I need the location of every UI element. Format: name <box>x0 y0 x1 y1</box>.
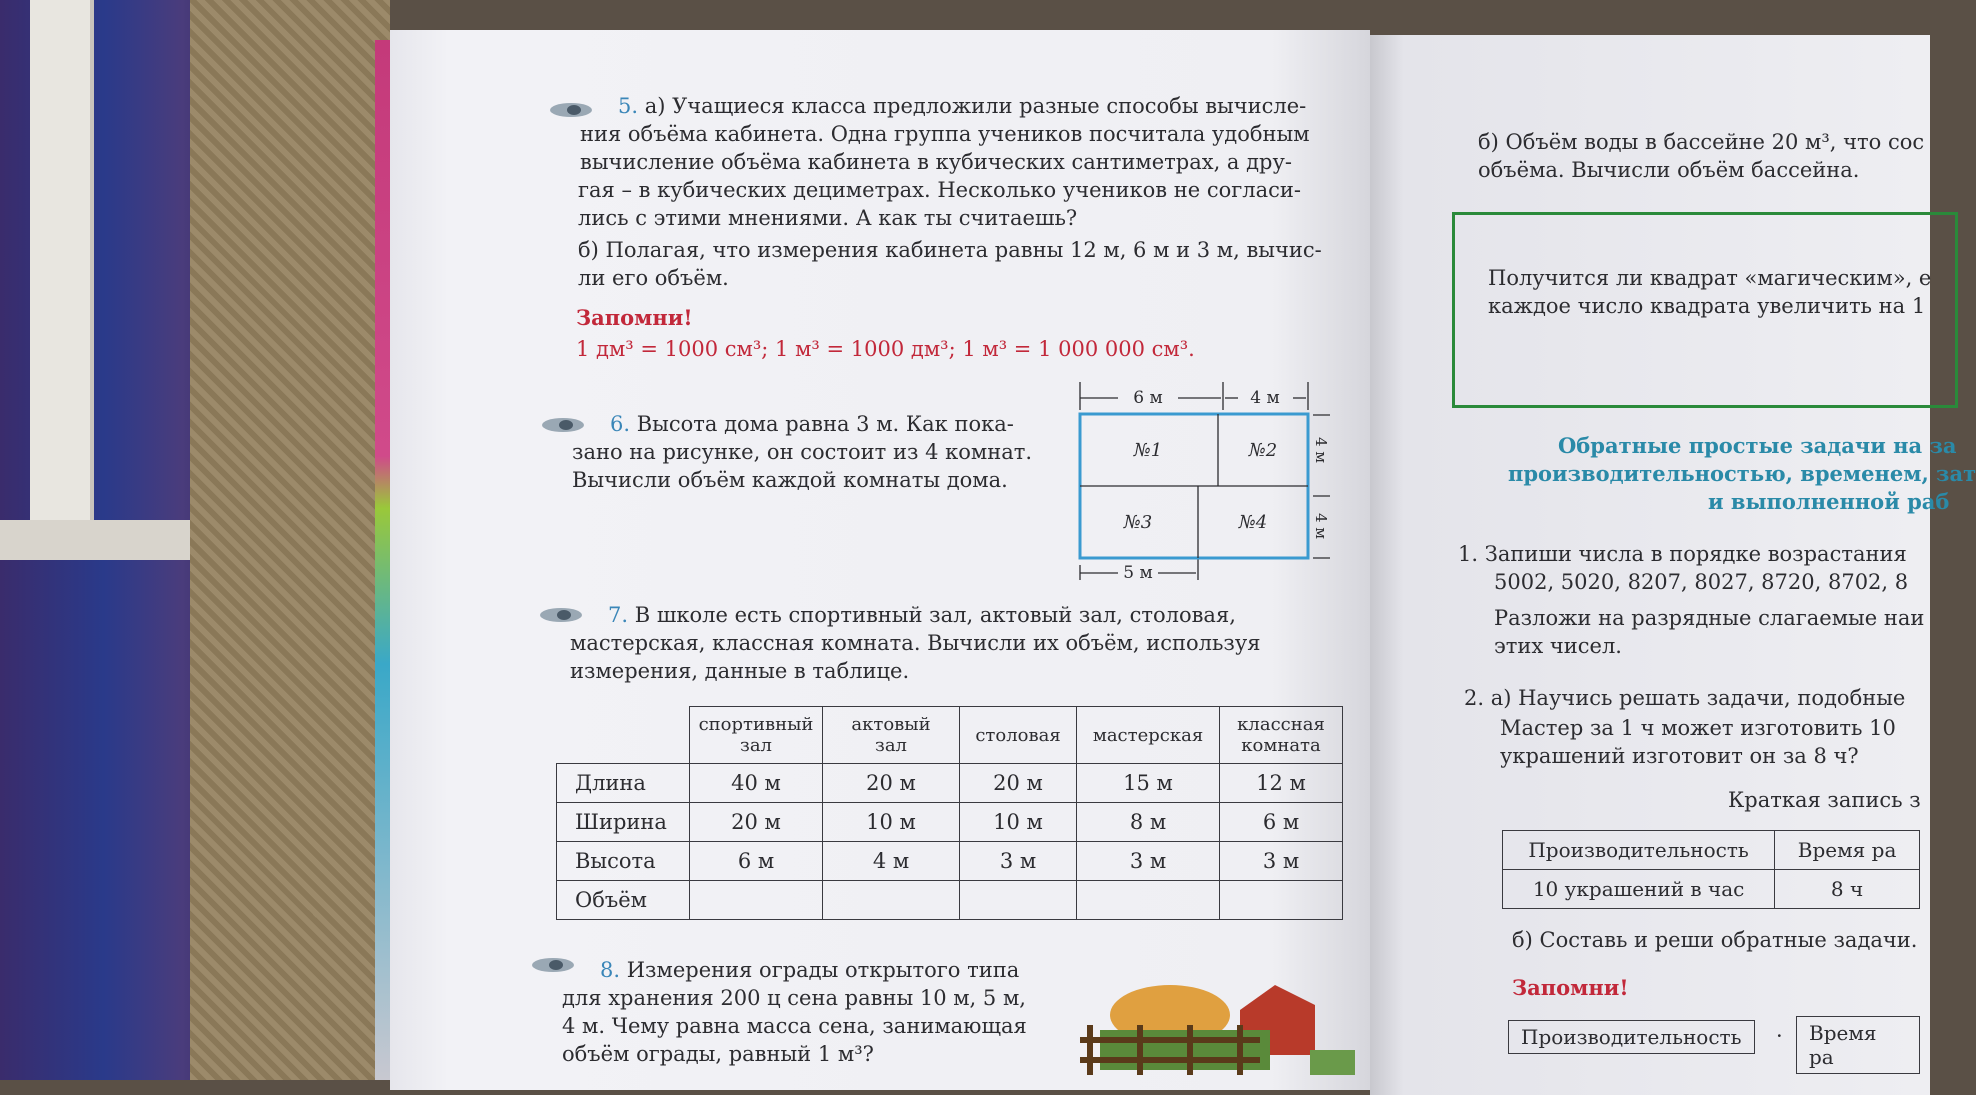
task6-line-1: 6. Высота дома равна 3 м. Как пока- <box>610 412 1014 436</box>
table-header-row <box>557 707 1343 764</box>
table-cell: 10 м <box>823 803 960 842</box>
formula-right-box: Время ра <box>1796 1016 1920 1074</box>
table-row <box>557 842 1343 881</box>
productivity-table <box>1502 830 1920 909</box>
room-1-label: №1 <box>1133 440 1163 461</box>
table-cell: 6 м <box>690 842 823 881</box>
right-task1-line-3: Разложи на разрядные слагаемые наи <box>1494 606 1925 630</box>
table-col-header: мастерская <box>1077 707 1220 764</box>
row-label: Ширина <box>557 803 690 842</box>
right-task-b-line-1: б) Объём воды в бассейне 20 м³, что сос <box>1478 130 1925 154</box>
table-row <box>557 881 1343 920</box>
table-cell <box>960 881 1077 920</box>
table-cell: 12 м <box>1220 764 1343 803</box>
table-cell <box>1220 881 1343 920</box>
task5-line-3: вычисление объёма кабинета в кубических сантиметрах, а дру- <box>580 150 1292 174</box>
table-cell: 20 м <box>823 764 960 803</box>
task7-number: 7. <box>608 603 629 627</box>
task5-line-2: ния объёма кабинета. Одна группа учеников посчитала удобным <box>580 122 1310 146</box>
task5-line-7: ли его объём. <box>578 266 729 290</box>
plan-dim-top-left: 6 м <box>1133 388 1163 408</box>
table-col-header: классная комната <box>1220 707 1343 764</box>
row-label: Длина <box>557 764 690 803</box>
table-cell <box>690 881 823 920</box>
right-task1-line-4: этих чисел. <box>1494 634 1622 658</box>
table-cell <box>823 881 960 920</box>
room-4-label: №4 <box>1238 512 1268 533</box>
right-task2-line-1: 2. а) Научись решать задачи, подобные <box>1464 686 1906 710</box>
task5-remember-text: 1 дм³ = 1000 см³; 1 м³ = 1000 дм³; 1 м³ = 1 000 000 см³. <box>576 337 1195 361</box>
table-cell: 3 м <box>1077 842 1220 881</box>
right-task2-line-3: украшений изготовит он за 8 ч? <box>1500 744 1859 768</box>
table-cell: 20 м <box>690 803 823 842</box>
background-couch <box>190 0 390 1080</box>
table-cell: 3 м <box>1220 842 1343 881</box>
room-3-label: №3 <box>1123 512 1153 533</box>
table-col-header: Время ра <box>1775 831 1920 870</box>
magic-box-line-1: Получится ли квадрат «магическим», е <box>1488 266 1932 290</box>
task8-line-1: 8. Измерения ограды открытого типа <box>600 958 1020 982</box>
plan-dim-top-right: 4 м <box>1250 388 1280 408</box>
table-cell: 20 м <box>960 764 1077 803</box>
table-cell: 15 м <box>1077 764 1220 803</box>
right-task2-number: 2. <box>1464 686 1485 710</box>
task7-line-1: 7. В школе есть спортивный зал, актовый зал, столовая, <box>608 603 1236 627</box>
task5-number: 5. <box>618 94 639 118</box>
formula-dot: · <box>1776 1024 1783 1048</box>
table-row <box>557 803 1343 842</box>
right-remember-title: Запомни! <box>1512 975 1629 1000</box>
house-floor-plan <box>1068 380 1330 590</box>
plan-dim-right-bottom: 4 м <box>1312 513 1330 539</box>
room-2-label: №2 <box>1248 440 1278 461</box>
row-label: Высота <box>557 842 690 881</box>
table-col-header: Производительность <box>1503 831 1775 870</box>
table-col-header: спортивный зал <box>690 707 823 764</box>
short-record-label: Краткая запись з <box>1728 788 1921 812</box>
table-header-row <box>1503 831 1920 870</box>
magic-box-line-2: каждое число квадрата увеличить на 1 <box>1488 294 1926 318</box>
task8-line-4: объём ограды, равный 1 м³? <box>562 1042 874 1066</box>
table-col-header: столовая <box>960 707 1077 764</box>
right-task1-line-2: 5002, 5020, 8207, 8027, 8720, 8702, 8 <box>1494 570 1909 594</box>
background-chair-seat <box>0 520 200 560</box>
eye-icon <box>530 955 576 975</box>
task5-line-5: лись с этими мнениями. А как ты считаешь? <box>578 206 1078 230</box>
section-title-line-3: и выполненной раб <box>1708 489 1950 514</box>
table-cell: 40 м <box>690 764 823 803</box>
table-col-header: актовый зал <box>823 707 960 764</box>
task7-line-3: измерения, данные в таблице. <box>570 659 910 683</box>
table-row <box>1503 870 1920 909</box>
formula-left-box: Производительность <box>1508 1020 1755 1054</box>
eye-icon <box>548 100 594 120</box>
task7-line-2: мастерская, классная комната. Вычисли их объём, используя <box>570 631 1261 655</box>
table-cell: 8 м <box>1077 803 1220 842</box>
task6-line-2: зано на рисунке, он состоит из 4 комнат. <box>572 440 1033 464</box>
table-cell: 4 м <box>823 842 960 881</box>
task5-line-4: гая – в кубических дециметрах. Несколько учеников не согласи- <box>578 178 1301 202</box>
table-row <box>557 764 1343 803</box>
right-task2-line-2: Мастер за 1 ч может изготовить 10 <box>1500 716 1896 740</box>
eye-icon <box>538 605 584 625</box>
right-task1-number: 1. <box>1458 542 1479 566</box>
right-task1-line-1: 1. Запиши числа в порядке возрастания <box>1458 542 1907 566</box>
table-cell <box>1077 881 1220 920</box>
task5-remember-title: Запомни! <box>576 305 693 330</box>
eye-icon <box>540 415 586 435</box>
table-cell: 10 м <box>960 803 1077 842</box>
table-corner <box>557 707 690 764</box>
task6-number: 6. <box>610 412 631 436</box>
row-label: Объём <box>557 881 690 920</box>
background-chair-leg <box>30 0 94 520</box>
hay-fence-illustration <box>1080 970 1355 1080</box>
task8-line-2: для хранения 200 ц сена равны 10 м, 5 м, <box>562 986 1026 1010</box>
task8-number: 8. <box>600 958 621 982</box>
table-cell: 10 украшений в час <box>1503 870 1775 909</box>
task5-line-1: 5. а) Учащиеся класса предложили разные способы вычисле- <box>618 94 1307 118</box>
table-cell: 3 м <box>960 842 1077 881</box>
right-task-b-line-2: объёма. Вычисли объём бассейна. <box>1478 158 1860 182</box>
dimensions-table <box>556 706 1343 920</box>
section-title-line-1: Обратные простые задачи на за <box>1558 433 1957 458</box>
right-task2-b: б) Составь и реши обратные задачи. <box>1512 928 1918 952</box>
plan-dim-bottom: 5 м <box>1123 563 1153 583</box>
plan-dim-right-top: 4 м <box>1312 437 1330 463</box>
section-title-line-2: производительностью, временем, зат <box>1508 461 1976 486</box>
table-cell: 6 м <box>1220 803 1343 842</box>
task8-line-3: 4 м. Чему равна масса сена, занимающая <box>562 1014 1027 1038</box>
task5-line-6: б) Полагая, что измерения кабинета равны 12 м, 6 м и 3 м, вычис- <box>578 238 1322 262</box>
table-cell: 8 ч <box>1775 870 1920 909</box>
task6-line-3: Вычисли объём каждой комнаты дома. <box>572 468 1008 492</box>
